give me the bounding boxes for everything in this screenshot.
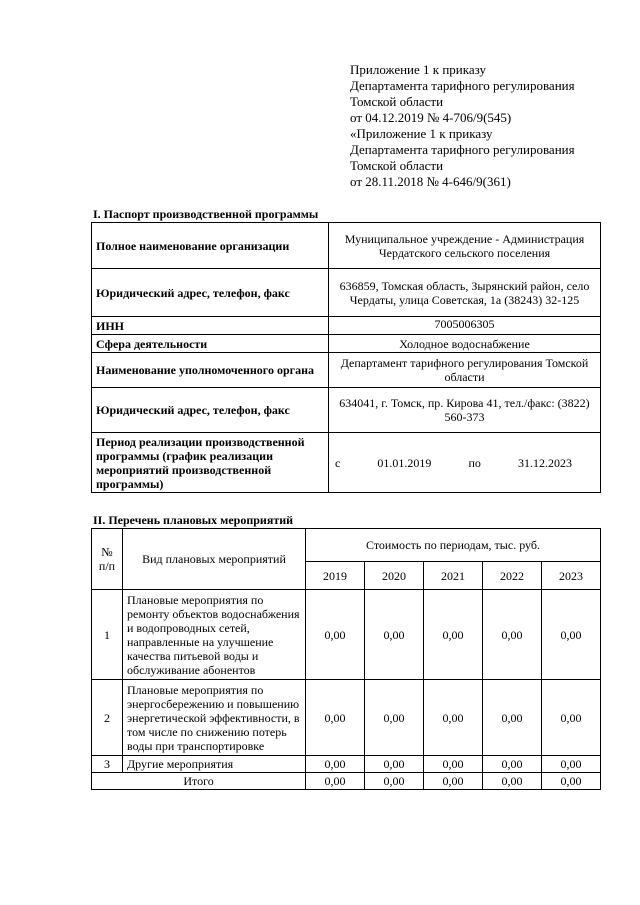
row-name: Плановые мероприятия по ремонту объектов водоснабжения и водопроводных сетей, направленные на улучшение качества питьевой воды и обслуживание абонентов (123, 590, 306, 680)
table-row (92, 590, 601, 680)
table-row (92, 223, 601, 269)
header-line: Приложение 1 к приказу (350, 62, 487, 77)
row-value: Департамент тарифного регулирования Томской области (329, 353, 601, 388)
row-label: Юридический адрес, телефон, факс (92, 269, 329, 317)
row-value: 0,00 (365, 756, 424, 773)
period-label: Период реализации производственной программы (график реализации мероприятий производственной программы) (92, 433, 329, 493)
header-line: Департамента тарифного регулирования (350, 142, 575, 157)
header-line: от 28.11.2018 № 4-646/9(361) (350, 174, 511, 189)
row-value: Муниципальное учреждение - Администрация Чердатского сельского поселения (329, 223, 601, 269)
year-header: 2019 (306, 562, 365, 590)
row-value: 0,00 (542, 756, 601, 773)
row-value: 0,00 (424, 590, 483, 680)
row-number: 2 (92, 680, 123, 756)
total-label: Итого (92, 773, 306, 790)
row-value: 7005006305 (329, 317, 601, 335)
header-line: Томской области (350, 94, 444, 109)
row-label: Полное наименование организации (92, 223, 329, 269)
row-value: 0,00 (483, 756, 542, 773)
row-value: 0,00 (483, 590, 542, 680)
row-value: 0,00 (306, 590, 365, 680)
total-value: 0,00 (365, 773, 424, 790)
row-value: 0,00 (365, 590, 424, 680)
total-value: 0,00 (424, 773, 483, 790)
activities-table (91, 528, 601, 790)
row-value: 0,00 (424, 756, 483, 773)
year-header: 2022 (483, 562, 542, 590)
period-value (329, 433, 601, 493)
row-value: 0,00 (365, 680, 424, 756)
table-row (92, 269, 601, 317)
section-2-title: II. Перечень плановых мероприятий (93, 513, 294, 527)
period-to-date: 31.12.2023 (517, 455, 572, 470)
col-header-number: № п/п (92, 529, 123, 590)
order-header (350, 62, 620, 190)
year-header: 2021 (424, 562, 483, 590)
period-from-word: с (335, 455, 341, 470)
total-value: 0,00 (483, 773, 542, 790)
row-value: 0,00 (306, 756, 365, 773)
row-value: 0,00 (542, 680, 601, 756)
table-row (92, 353, 601, 388)
row-number: 1 (92, 590, 123, 680)
col-header-type: Вид плановых мероприятий (123, 529, 306, 590)
col-header-cost: Стоимость по периодам, тыс. руб. (306, 529, 601, 562)
row-value: 0,00 (424, 680, 483, 756)
row-number: 3 (92, 756, 123, 773)
passport-table (91, 222, 601, 493)
section-1-title: I. Паспорт производственной программы (93, 207, 319, 221)
table-total-row (92, 773, 601, 790)
row-name: Плановые мероприятия по энергосбережению и повышению энергетической эффективности, в том числе по снижению потерь воды при транспортировке (123, 680, 306, 756)
row-value: 0,00 (306, 680, 365, 756)
row-label: Юридический адрес, телефон, факс (92, 388, 329, 433)
row-value: 634041, г. Томск, пр. Кирова 41, тел./факс: (3822) 560-373 (329, 388, 601, 433)
total-value: 0,00 (542, 773, 601, 790)
table-row (92, 388, 601, 433)
table-row (92, 680, 601, 756)
row-value: 0,00 (542, 590, 601, 680)
row-value: 636859, Томская область, Зырянский район, село Чердаты, улица Советская, 1а (38243) 32-125 (329, 269, 601, 317)
header-line: Департамента тарифного регулирования (350, 78, 575, 93)
header-line: Томской области (350, 158, 444, 173)
row-name: Другие мероприятия (123, 756, 306, 773)
row-value: Холодное водоснабжение (329, 335, 601, 353)
table-row (92, 317, 601, 335)
header-line: «Приложение 1 к приказу (350, 126, 493, 141)
table-row (92, 433, 601, 493)
total-value: 0,00 (306, 773, 365, 790)
row-value: 0,00 (483, 680, 542, 756)
header-line: от 04.12.2019 № 4-706/9(545) (350, 110, 512, 125)
table-row (92, 756, 601, 773)
table-header-row (92, 529, 601, 562)
row-label: ИНН (92, 317, 329, 335)
period-to-word: по (468, 455, 481, 470)
row-label: Сфера деятельности (92, 335, 329, 353)
period-from-date: 01.01.2019 (377, 455, 432, 470)
table-row (92, 335, 601, 353)
year-header: 2023 (542, 562, 601, 590)
row-label: Наименование уполномоченного органа (92, 353, 329, 388)
year-header: 2020 (365, 562, 424, 590)
